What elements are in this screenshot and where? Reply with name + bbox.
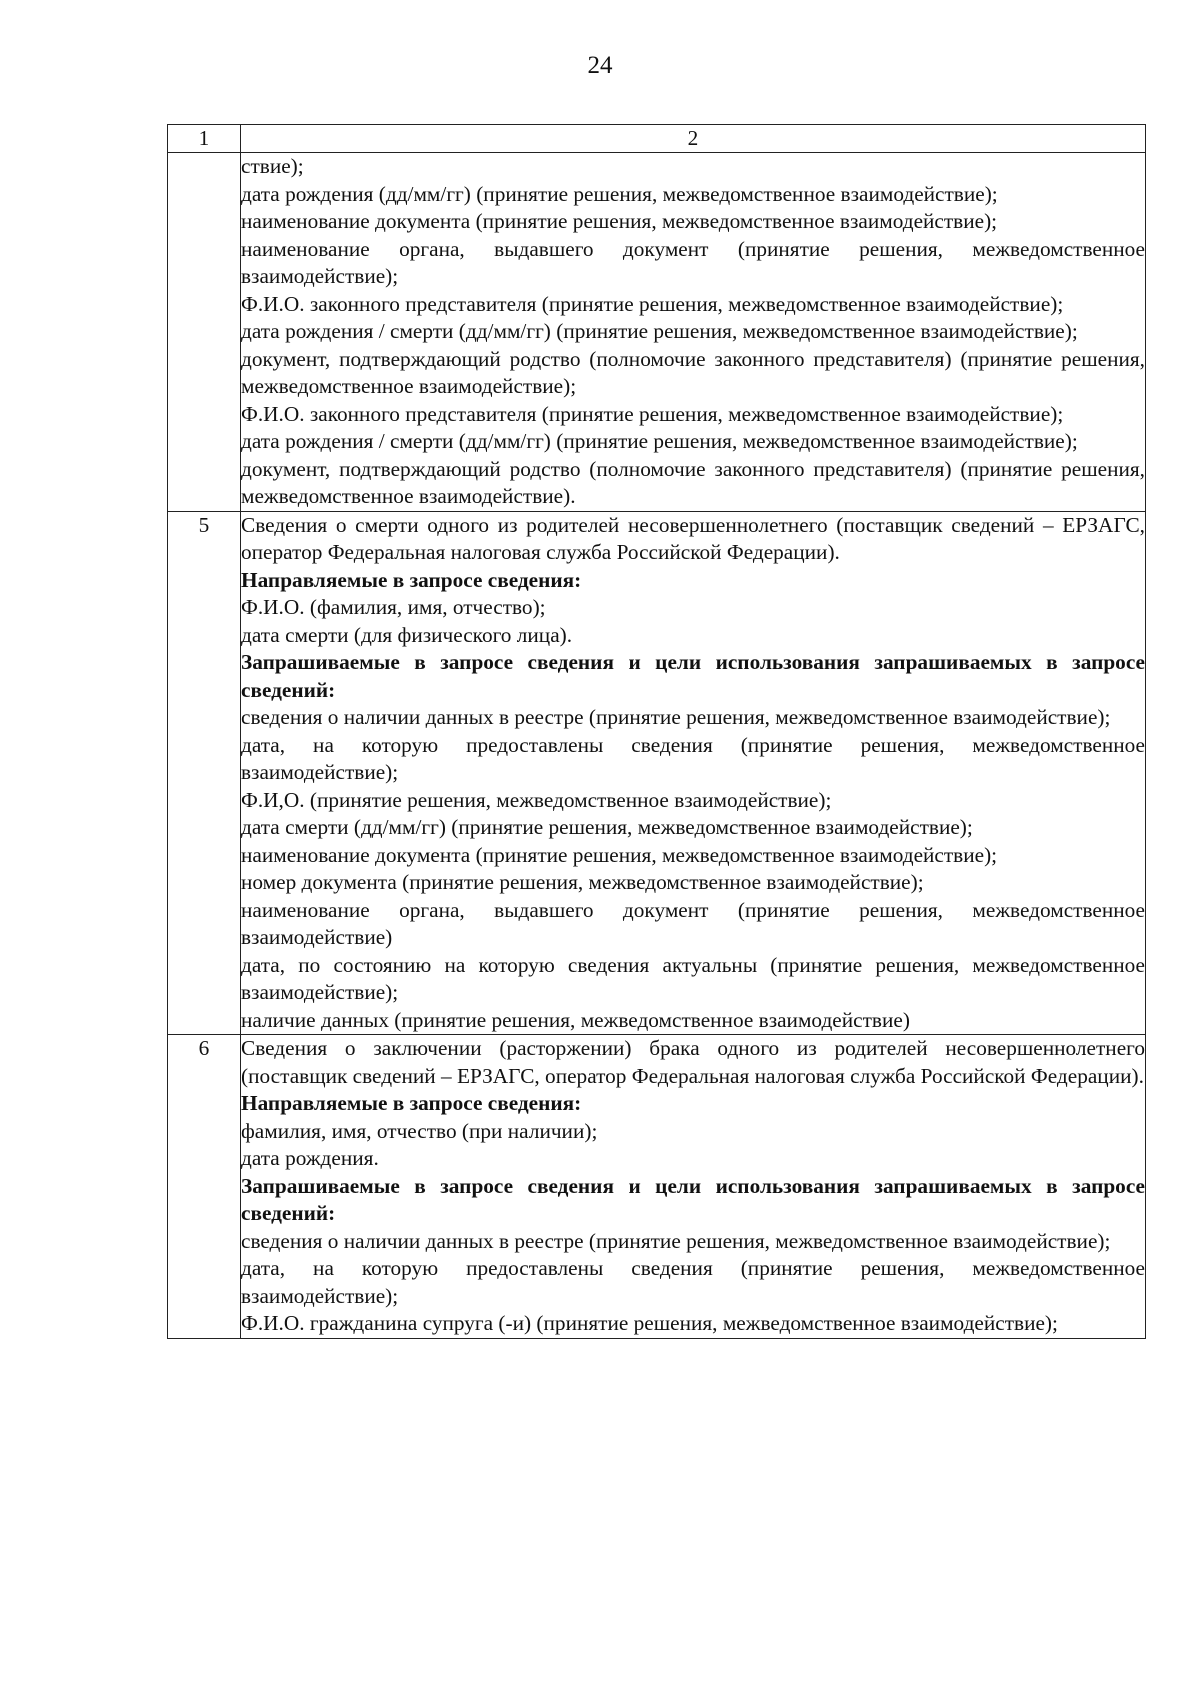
list-item: сведения о наличии данных в реестре (принятие решения, межведомственное взаимодействие); <box>241 1228 1111 1253</box>
header-col-2: 2 <box>241 125 1146 153</box>
row-content <box>241 1035 1146 1339</box>
list-item: дата рождения / смерти (дд/мм/гг) (принятие решения, межведомственное взаимодействие); <box>241 319 1078 343</box>
list-item: Ф.И,О. (принятие решения, межведомственное взаимодействие); <box>241 787 832 812</box>
list-item: дата, на которую предоставлены сведения (принятие решения, межведомственное взаимодействие); <box>241 732 1145 784</box>
list-item: Ф.И.О. законного представителя (принятие решения, межведомственное взаимодействие); <box>241 401 1064 426</box>
list-item: документ, подтверждающий родство (полномочие законного представителя) (принятие решения, межведомственное взаимодействие). <box>241 456 1145 508</box>
list-item: Сведения о смерти одного из родителей несовершеннолетнего (поставщик сведений – ЕРЗАГС, оператор Федеральная налоговая служба Российской Федерации). <box>241 512 1145 564</box>
section-heading: Направляемые в запросе сведения: <box>241 1091 582 1115</box>
section-heading: Запрашиваемые в запросе сведения и цели использования запрашиваемых в запросе сведений: <box>241 650 1145 702</box>
list-item: наименование органа, выдавшего документ (принятие решения, межведомственное взаимодействие); <box>241 236 1145 288</box>
row-number <box>168 153 241 512</box>
list-item: наименование органа, выдавшего документ (принятие решения, межведомственное взаимодействие) <box>241 897 1145 949</box>
list-item: дата рождения / смерти (дд/мм/гг) (принятие решения, межведомственное взаимодействие); <box>241 429 1078 453</box>
list-item: наименование документа (принятие решения, межведомственное взаимодействие); <box>241 842 998 867</box>
list-item: фамилия, имя, отчество (при наличии); <box>241 1118 598 1143</box>
table-row <box>168 153 1146 512</box>
list-item: ствие); <box>241 154 304 178</box>
list-item: номер документа (принятие решения, межведомственное взаимодействие); <box>241 870 924 894</box>
list-item: дата рождения (дд/мм/гг) (принятие решения, межведомственное взаимодействие); <box>241 181 998 206</box>
row-content <box>241 153 1146 512</box>
section-heading: Запрашиваемые в запросе сведения и цели использования запрашиваемых в запросе сведений: <box>241 1173 1145 1225</box>
list-item: документ, подтверждающий родство (полномочие законного представителя) (принятие решения, межведомственное взаимодействие); <box>241 346 1145 398</box>
row-content <box>241 511 1146 1035</box>
section-heading: Направляемые в запросе сведения: <box>241 567 582 592</box>
header-col-1: 1 <box>168 125 241 153</box>
list-item: дата рождения. <box>241 1146 379 1170</box>
list-item: Ф.И.О. законного представителя (принятие решения, межведомственное взаимодействие); <box>241 291 1064 316</box>
table-row <box>168 1035 1146 1339</box>
list-item: Ф.И.О. (фамилия, имя, отчество); <box>241 595 546 619</box>
list-item: наличие данных (принятие решения, межведомственное взаимодействие) <box>241 1007 910 1032</box>
row-number: 5 <box>168 511 241 1035</box>
list-item: дата смерти (дд/мм/гг) (принятие решения, межведомственное взаимодействие); <box>241 815 973 839</box>
list-item: дата смерти (для физического лица). <box>241 622 573 647</box>
row-number: 6 <box>168 1035 241 1339</box>
list-item: дата, по состоянию на которую сведения актуальны (принятие решения, межведомственное взаимодействие); <box>241 952 1145 1004</box>
list-item: дата, на которую предоставлены сведения (принятие решения, межведомственное взаимодействие); <box>241 1256 1145 1308</box>
list-item: Ф.И.О. гражданина супруга (-и) (принятие решения, межведомственное взаимодействие); <box>241 1311 1058 1335</box>
table-header-row <box>168 125 1146 153</box>
list-item: наименование документа (принятие решения, межведомственное взаимодействие); <box>241 209 998 233</box>
list-item: сведения о наличии данных в реестре (принятие решения, межведомственное взаимодействие); <box>241 705 1111 729</box>
requirements-table <box>167 124 1146 1339</box>
page-number: 24 <box>587 52 613 79</box>
list-item: Сведения о заключении (расторжении) брака одного из родителей несовершеннолетнего (поставщик сведений – ЕРЗАГС, оператор Федеральная налоговая служба Российской Федерации). <box>241 1036 1145 1088</box>
table-row <box>168 511 1146 1035</box>
